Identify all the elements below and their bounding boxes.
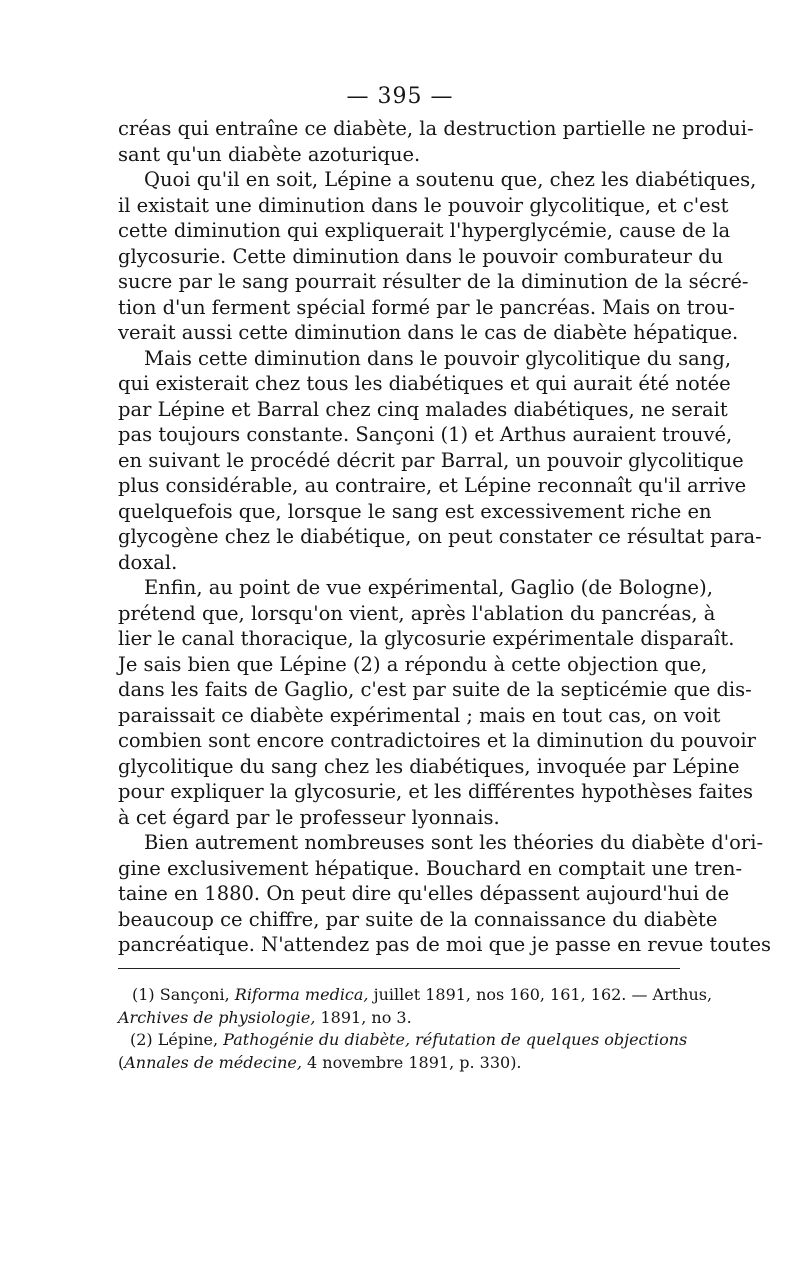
text-line: sant qu'un diabète azoturique. xyxy=(118,142,421,166)
footnote-divider xyxy=(118,968,680,969)
text-line: créas qui entraîne ce diabète, la destruction partielle ne produi- xyxy=(118,117,754,140)
text-line: paraissait ce diabète expérimental ; mais en tout cas, on voit xyxy=(118,703,721,727)
footnote-title: Pathogénie du diabète, réfutation de quelques objections xyxy=(223,1030,688,1049)
text-line: il existait une diminution dans le pouvoir glycolitique, et c'est xyxy=(118,193,729,217)
footnotes xyxy=(118,984,713,1074)
text-line: en suivant le procédé décrit par Barral, un pouvoir glycolitique xyxy=(118,448,744,472)
footnote-detail: juillet 1891, nos 160, 161, 162. — Arthus, xyxy=(373,985,713,1004)
text-line: qui existerait chez tous les diabétiques et qui aurait été notée xyxy=(118,372,731,395)
footnote-journal: Archives de physiologie, xyxy=(118,1007,316,1027)
text-line: quelquefois que, lorsque le sang est excessivement riche en xyxy=(118,499,712,523)
text-line: Enfin, au point de vue expérimental, Gaglio (de Bologne), xyxy=(144,576,713,599)
text-line: combien sont encore contradictoires et la diminution du pouvoir xyxy=(118,729,756,752)
text-line: taine en 1880. On peut dire qu'elles dépassent aujourd'hui de xyxy=(118,882,730,905)
footnote-marker: (2) xyxy=(130,1030,153,1049)
text-line: glycogène chez le diabétique, on peut constater ce résultat para- xyxy=(118,525,762,548)
text-line: Mais cette diminution dans le pouvoir glycolitique du sang, xyxy=(144,346,732,370)
footnote-1-line xyxy=(118,1007,684,1030)
text-line: pancréatique. N'attendez pas de moi que je passe en revue toutes xyxy=(118,933,772,956)
text-line: par Lépine et Barral chez cinq malades diabétiques, ne serait xyxy=(118,397,728,421)
text-line: lier le canal thoracique, la glycosurie expérimentale disparaît. xyxy=(118,627,735,650)
footnote-journal: Annales de médecine, xyxy=(124,1052,302,1072)
text-line: glycolitique du sang chez les diabétiques, invoquée par Lépine xyxy=(118,754,740,778)
text-line: prétend que, lorsqu'on vient, après l'ablation du pancréas, à xyxy=(118,601,716,625)
text-line: Je sais bien que Lépine (2) a répondu à cette objection que, xyxy=(118,652,708,676)
text-line: pour expliquer la glycosurie, et les différentes hypothèses faites xyxy=(118,780,754,803)
text-line: verait aussi cette diminution dans le cas de diabète hépatique. xyxy=(118,321,739,344)
text-line: à cet égard par le professeur lyonnais. xyxy=(118,805,500,829)
footnote-detail: 4 novembre 1891, p. 330). xyxy=(307,1052,522,1072)
footnote-2-line xyxy=(118,1029,688,1052)
footnote-1-line xyxy=(118,984,713,1007)
text-line: Bien autrement nombreuses sont les théories du diabète d'ori- xyxy=(144,831,764,854)
footnote-author: Lépine, xyxy=(157,1030,219,1049)
text-line: tion d'un ferment spécial formé par le pancréas. Mais on trou- xyxy=(118,295,735,319)
text-line: dans les faits de Gaglio, c'est par suite de la septicémie que dis- xyxy=(118,678,752,701)
text-line: Quoi qu'il en soit, Lépine a soutenu que, chez les diabétiques, xyxy=(144,168,757,191)
text-line: doxal. xyxy=(118,550,178,574)
text-line: pas toujours constante. Sançoni (1) et Arthus auraient trouvé, xyxy=(118,423,733,446)
text-line: cette diminution qui expliquerait l'hyperglycémie, cause de la xyxy=(118,219,731,242)
footnote-author: Sançoni, xyxy=(159,985,230,1004)
body-text xyxy=(118,116,772,958)
text-line: gine exclusivement hépatique. Bouchard en comptait une tren- xyxy=(118,856,743,880)
footnote-2-line: (Annales de médecine, 4 novembre 1891, p. 330). xyxy=(118,1052,522,1072)
text-line: sucre par le sang pourrait résulter de la diminution de la sécré- xyxy=(118,270,749,293)
footnote-marker: (1) xyxy=(132,985,155,1004)
text-line: plus considérable, au contraire, et Lépine reconnaît qu'il arrive xyxy=(118,474,747,497)
text-line: glycosurie. Cette diminution dans le pouvoir comburateur du xyxy=(118,244,724,268)
footnote-detail: 1891, no 3. xyxy=(320,1007,412,1027)
footnote-journal: Riforma medica, xyxy=(234,985,369,1004)
text-line: beaucoup ce chiffre, par suite de la connaissance du diabète xyxy=(118,907,718,931)
page-number: — 395 — xyxy=(346,84,454,109)
